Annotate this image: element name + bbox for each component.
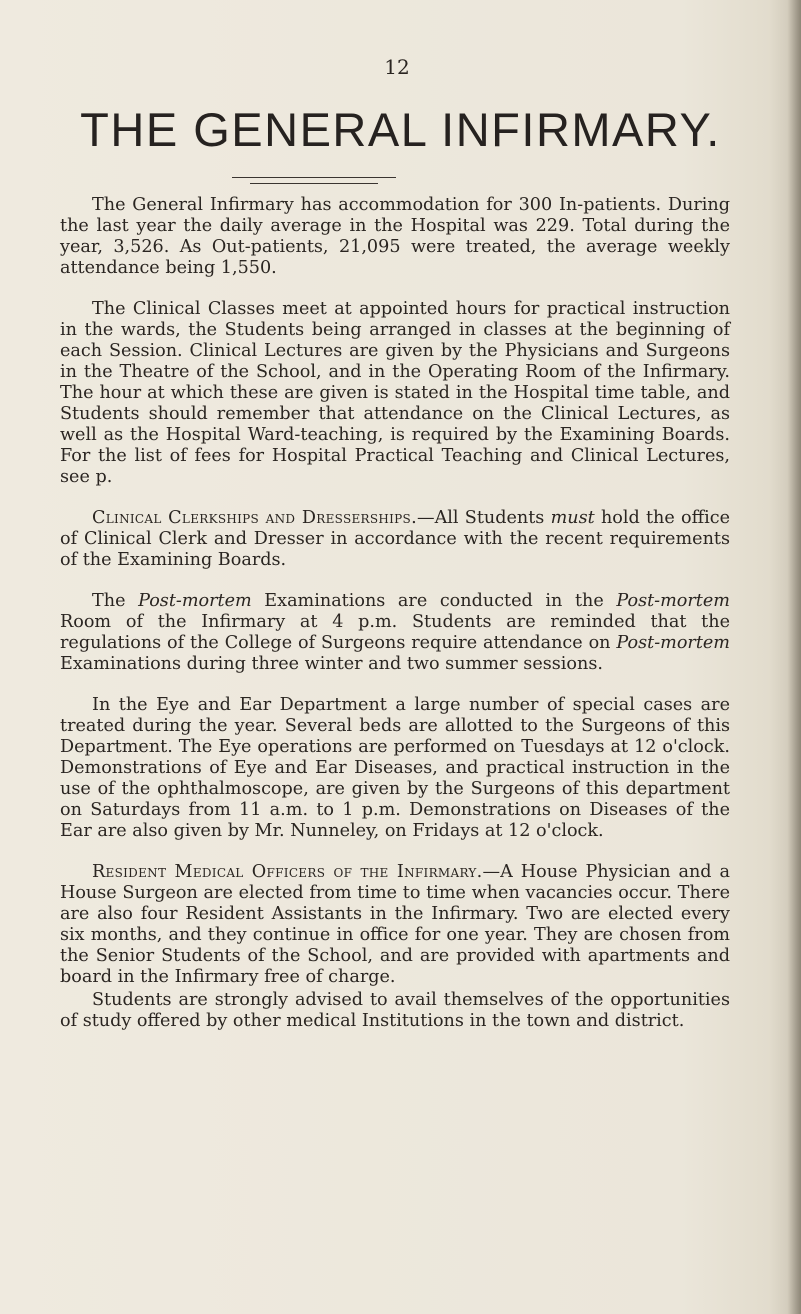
paragraph-text: hold the office of Clinical Clerk and Dresser in accordance with the recent requirements of the Examining Boards.	[60, 508, 731, 570]
paragraph-text: The	[92, 591, 139, 611]
paragraph-text: Examinations are conducted in the	[251, 591, 617, 611]
title-rule-lower	[250, 183, 378, 184]
paragraph-resident-officers	[60, 862, 730, 988]
page-number: 12	[384, 55, 410, 79]
paragraph-clerkships	[60, 508, 730, 571]
paragraph-text: —A House Physician and a House Surgeon are elected from time to time when vacancies occur. There are also four Resident Assistants in the Infirmary. Two are elected every six months, and they continue in office for one year. They are chosen from the Senior Students of the School, and are provided with apartments and board in the Infirmary free of charge.	[60, 862, 730, 987]
paragraph-text: Students are strongly advised to avail themselves of the opportunities of study offered by other medical Institutions in the town and district.	[60, 990, 730, 1031]
paragraph-eye-ear	[60, 695, 730, 842]
paragraph-text: Room of the Infirmary at 4 p.m. Students are reminded that the regulations of the College of Surgeons require attendance on	[60, 612, 730, 653]
emphasis-text: must	[550, 508, 595, 528]
paragraph-clinical-classes	[60, 299, 730, 488]
page-title: THE GENERAL INFIRMARY.	[80, 103, 721, 156]
emphasis-text: Post-mortem	[138, 591, 252, 611]
paragraph-accommodation	[60, 195, 730, 279]
paragraph-text: The Clinical Classes meet at appointed hours for practical instruction in the wards, the Students being arranged in classes at the beginning of each Session. Clinical Lectures are given by the Physicians and Surgeons in the Theatre of the School, and in the Operating Room of the Infirmary. The hour at which these are given is stated in the Hospital time table, and Students should remember that attendance on the Clinical Lectures, as well as the Hospital Ward-teaching, is required by the Examining Boards. For the list of fees for Hospital Practical Teaching and Clinical Lectures, see p.	[60, 299, 730, 487]
paragraph-text: Examinations during three winter and two summer sessions.	[60, 654, 603, 674]
paragraph-text: The General Infirmary has accommodation for 300 In-patients. During the last year the daily average in the Hospital was 229. Total during the year, 3,526. As Out-patients, 21,095 were treated, the average weekly attendance being 1,550.	[60, 195, 730, 278]
paragraph-advice	[60, 990, 730, 1032]
page-edge-shadow	[787, 0, 801, 1314]
section-heading: Resident Medical Officers of the Infirmary.	[92, 862, 483, 882]
emphasis-text: Post-mortem	[616, 633, 730, 653]
paragraph-text: —All Students	[416, 508, 551, 528]
body-text	[60, 195, 730, 1052]
emphasis-text: Post-mortem	[616, 591, 730, 611]
paragraph-text: In the Eye and Ear Department a large number of special cases are treated during the year. Several beds are allotted to the Surgeons of this Department. The Eye operations are performed on Tuesdays at 12 o'clock. Demonstrations of Eye and Ear Diseases, and practical instruction in the use of the ophthalmoscope, are given by the Surgeons of this department on Saturdays from 11 a.m. to 1 p.m. Demonstrations on Diseases of the Ear are also given by Mr. Nunneley, on Fridays at 12 o'clock.	[60, 695, 730, 841]
title-rule-upper	[232, 177, 396, 178]
paragraph-post-mortem	[60, 591, 730, 675]
section-heading: Clinical Clerkships and Dresserships.	[92, 508, 417, 528]
